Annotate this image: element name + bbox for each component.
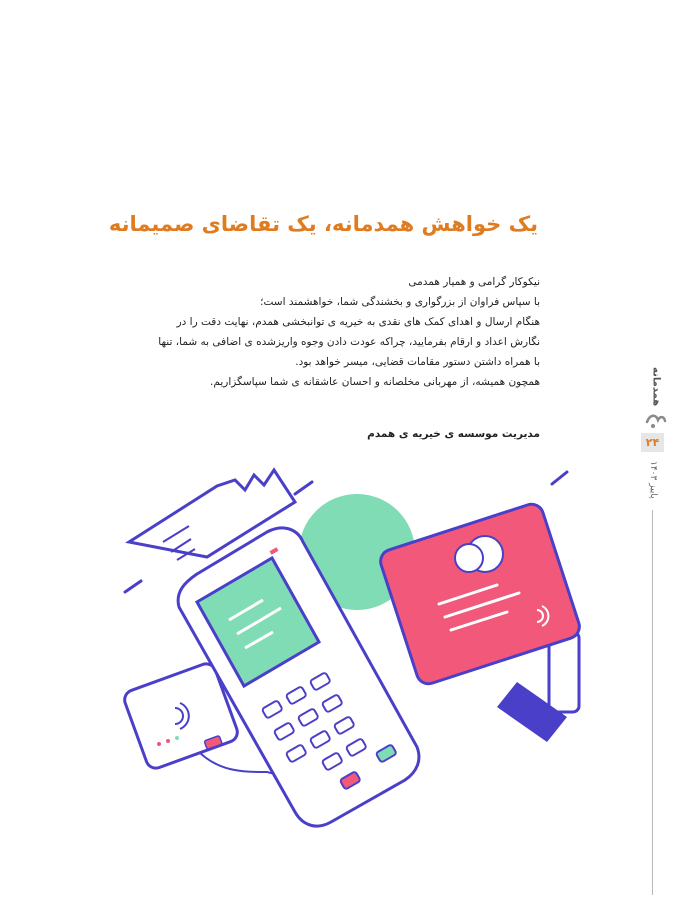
body-line-salutation: نیکوکار گرامی و همیار همدمی [408,276,540,288]
magazine-logo-icon [644,408,668,432]
page-number: ۲۴ [641,433,664,452]
body-line: نگارش اعداد و ارقام بفرمایید، چراکه عودت دادن وجوه واریزشده ی اضافی به شما، تنها [158,336,540,348]
body-line: همچون همیشه، از مهربانی مخلصانه و احسان عاشقانه ی شما سپاسگزاریم. [210,376,540,388]
body-line: هنگام ارسال و اهدای کمک های نقدی به خیریه ی توانبخشی همدم، نهایت دقت را در [176,316,540,328]
article-title: یک خواهش همدمانه، یک تقاضای صمیمانه [108,212,538,236]
issue-date: پاییز ۱۴۰۳ [648,461,658,499]
body-line: با سپاس فراوان از بزرگواری و بخشندگی شما، خواهشمند است؛ [260,296,540,308]
payment-illustration [67,442,630,857]
signature: مدیریت موسسه ی خیریه ی همدم [367,428,540,440]
magazine-brand: همدمانه [650,367,662,407]
body-line: با همراه داشتن دستور مقامات قضایی، میسر خواهد بود. [295,356,540,368]
sidebar-divider [652,510,653,895]
article-body [90,272,540,392]
